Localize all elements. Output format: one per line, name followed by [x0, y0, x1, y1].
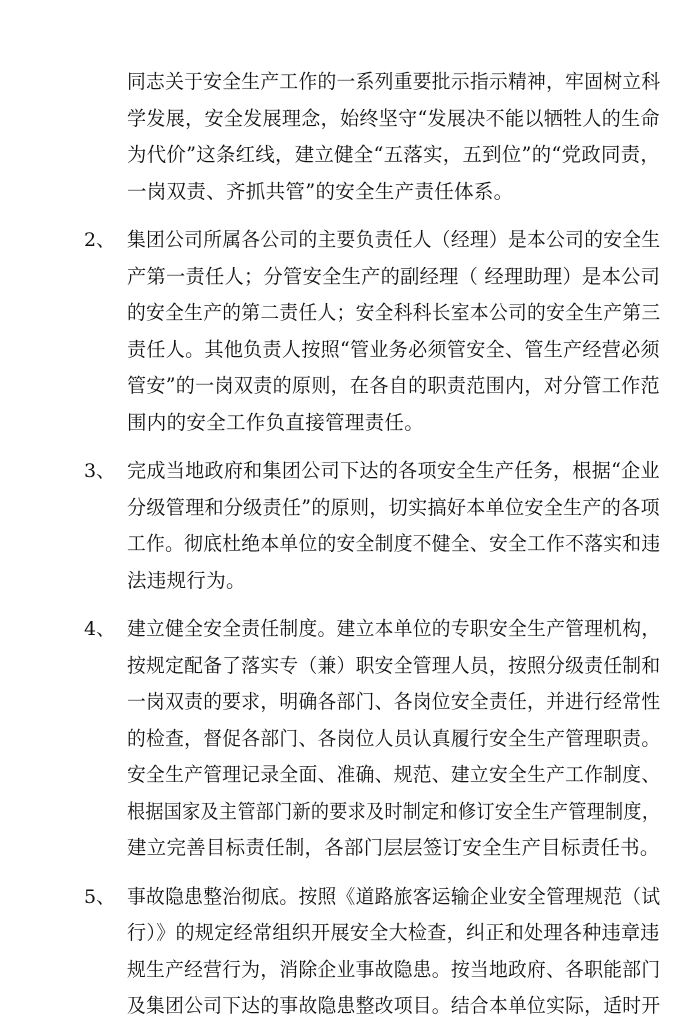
intro-line-1: 同志关于安全生产工作的一系列重要批示指示精神，牢固树立科 [127, 70, 661, 93]
item-5-line-2: 行）》的规定经常组织开展安全大检查，纠正和处理各种违章违 [127, 921, 660, 944]
item-4-line-3: 一岗双责的要求，明确各部门、各岗位安全责任，并进行经常性 [127, 690, 661, 713]
item-2-line-3: 的安全生产的第二责任人；安全科科长室本公司的安全生产第三 [127, 301, 661, 324]
item-4-line-2: 按规定配备了落实专（兼）职安全管理人员，按照分级责任制和 [127, 653, 661, 677]
item-3-line-1: 完成当地政府和集团公司下达的各项安全生产任务，根据“企业 [127, 459, 660, 482]
item-2-line-2: 产第一责任人；分管安全生产的副经理（ 经理助理）是本公司 [127, 264, 661, 288]
item-5-number: 5、 [84, 885, 116, 908]
item-2-number: 2、 [84, 229, 116, 251]
item-5-line-4: 及集团公司下达的事故隐患整改项目。结合本单位实际，适时开 [127, 994, 661, 1017]
item-2-line-4: 责任人。其他负责人按照“管业务必须管安全、管生产经营必须 [127, 337, 660, 361]
item-4-number: 4、 [84, 618, 116, 640]
item-5-line-3: 规生产经营行为，消除企业事故隐患。按当地政府、各职能部门 [127, 957, 661, 981]
item-4-line-4: 的检查，督促各部门、各岗位人员认真履行安全生产管理职责。 [127, 726, 661, 750]
item-4-line-7: 建立完善目标责任制，各部门层层签订安全生产目标责任书。 [127, 836, 660, 859]
item-3-line-3: 工作。彻底杜绝本单位的安全制度不健全、安全工作不落实和违 [127, 532, 661, 555]
item-2-line-5: 管安”的一岗双责的原则，在各自的职责范围内，对分管工作范 [127, 374, 660, 397]
item-3-line-2: 分级管理和分级责任”的原则，切实搞好本单位安全生产的各项 [127, 495, 660, 519]
intro-line-3: 为代价”这条红线，建立健全“五落实，五到位”的“党政同责， [127, 143, 661, 166]
item-2-line-1: 集团公司所属各公司的主要负责任人（经理）是本公司的安全生 [127, 228, 661, 251]
item-3-line-4: 法违规行为。 [127, 568, 246, 592]
item-3-number: 3、 [84, 460, 116, 482]
item-4-line-6: 根据国家及主管部门新的要求及时制定和修订安全生产管理制度， [127, 799, 661, 823]
item-4-line-1: 建立健全安全责任制度。建立本单位的专职安全生产管理机构， [127, 617, 661, 640]
intro-line-4: 一岗双责、齐抓共管”的安全生产责任体系。 [127, 179, 514, 203]
item-4-line-5: 安全生产管理记录全面、准确、规范、建立安全生产工作制度、 [127, 763, 661, 786]
item-5-line-1: 事故隐患整治彻底。按照《道路旅客运输企业安全管理规范（试 [127, 884, 661, 908]
intro-line-2: 学发展，安全发展理念，始终坚守“发展决不能以牺牲人的生命 [127, 106, 660, 130]
item-2-line-6: 围内的安全工作负直接管理责任。 [127, 410, 425, 434]
